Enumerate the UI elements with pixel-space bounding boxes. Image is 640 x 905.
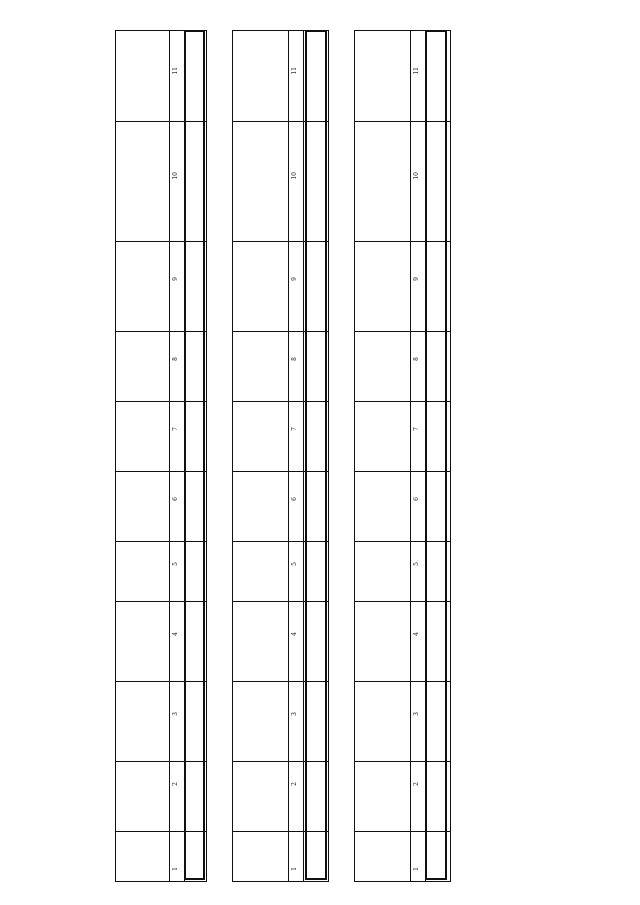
column-number: 1 [413,867,420,871]
column-number: 11 [291,67,298,75]
column-number: 9 [172,277,179,281]
column-number: 3 [291,712,298,716]
column-number: 3 [172,712,179,716]
column-number: 2 [291,782,298,786]
column-number: 4 [291,632,298,636]
column-number: 6 [291,497,298,501]
column-number: 4 [413,632,420,636]
column-number: 10 [172,172,179,180]
column-number: 1 [172,867,179,871]
column-number: 9 [291,277,298,281]
column-number: 11 [413,67,420,75]
column-number: 2 [413,782,420,786]
column-number: 10 [413,172,420,180]
table-1-data-row [184,30,205,880]
column-number: 5 [413,562,420,566]
column-number: 5 [291,562,298,566]
column-number: 8 [291,357,298,361]
column-number: 9 [413,277,420,281]
table-2-data-row [305,30,327,880]
column-number: 5 [172,562,179,566]
table-3-data-row [425,30,447,880]
column-number: 7 [291,427,298,431]
column-number: 6 [172,497,179,501]
column-number: 3 [413,712,420,716]
column-number: 2 [172,782,179,786]
column-number: 4 [172,632,179,636]
column-number: 10 [291,172,298,180]
column-number: 7 [413,427,420,431]
column-number: 6 [413,497,420,501]
column-number: 8 [172,357,179,361]
column-number: 8 [413,357,420,361]
column-number: 1 [291,867,298,871]
column-number: 7 [172,427,179,431]
column-number: 11 [172,67,179,75]
